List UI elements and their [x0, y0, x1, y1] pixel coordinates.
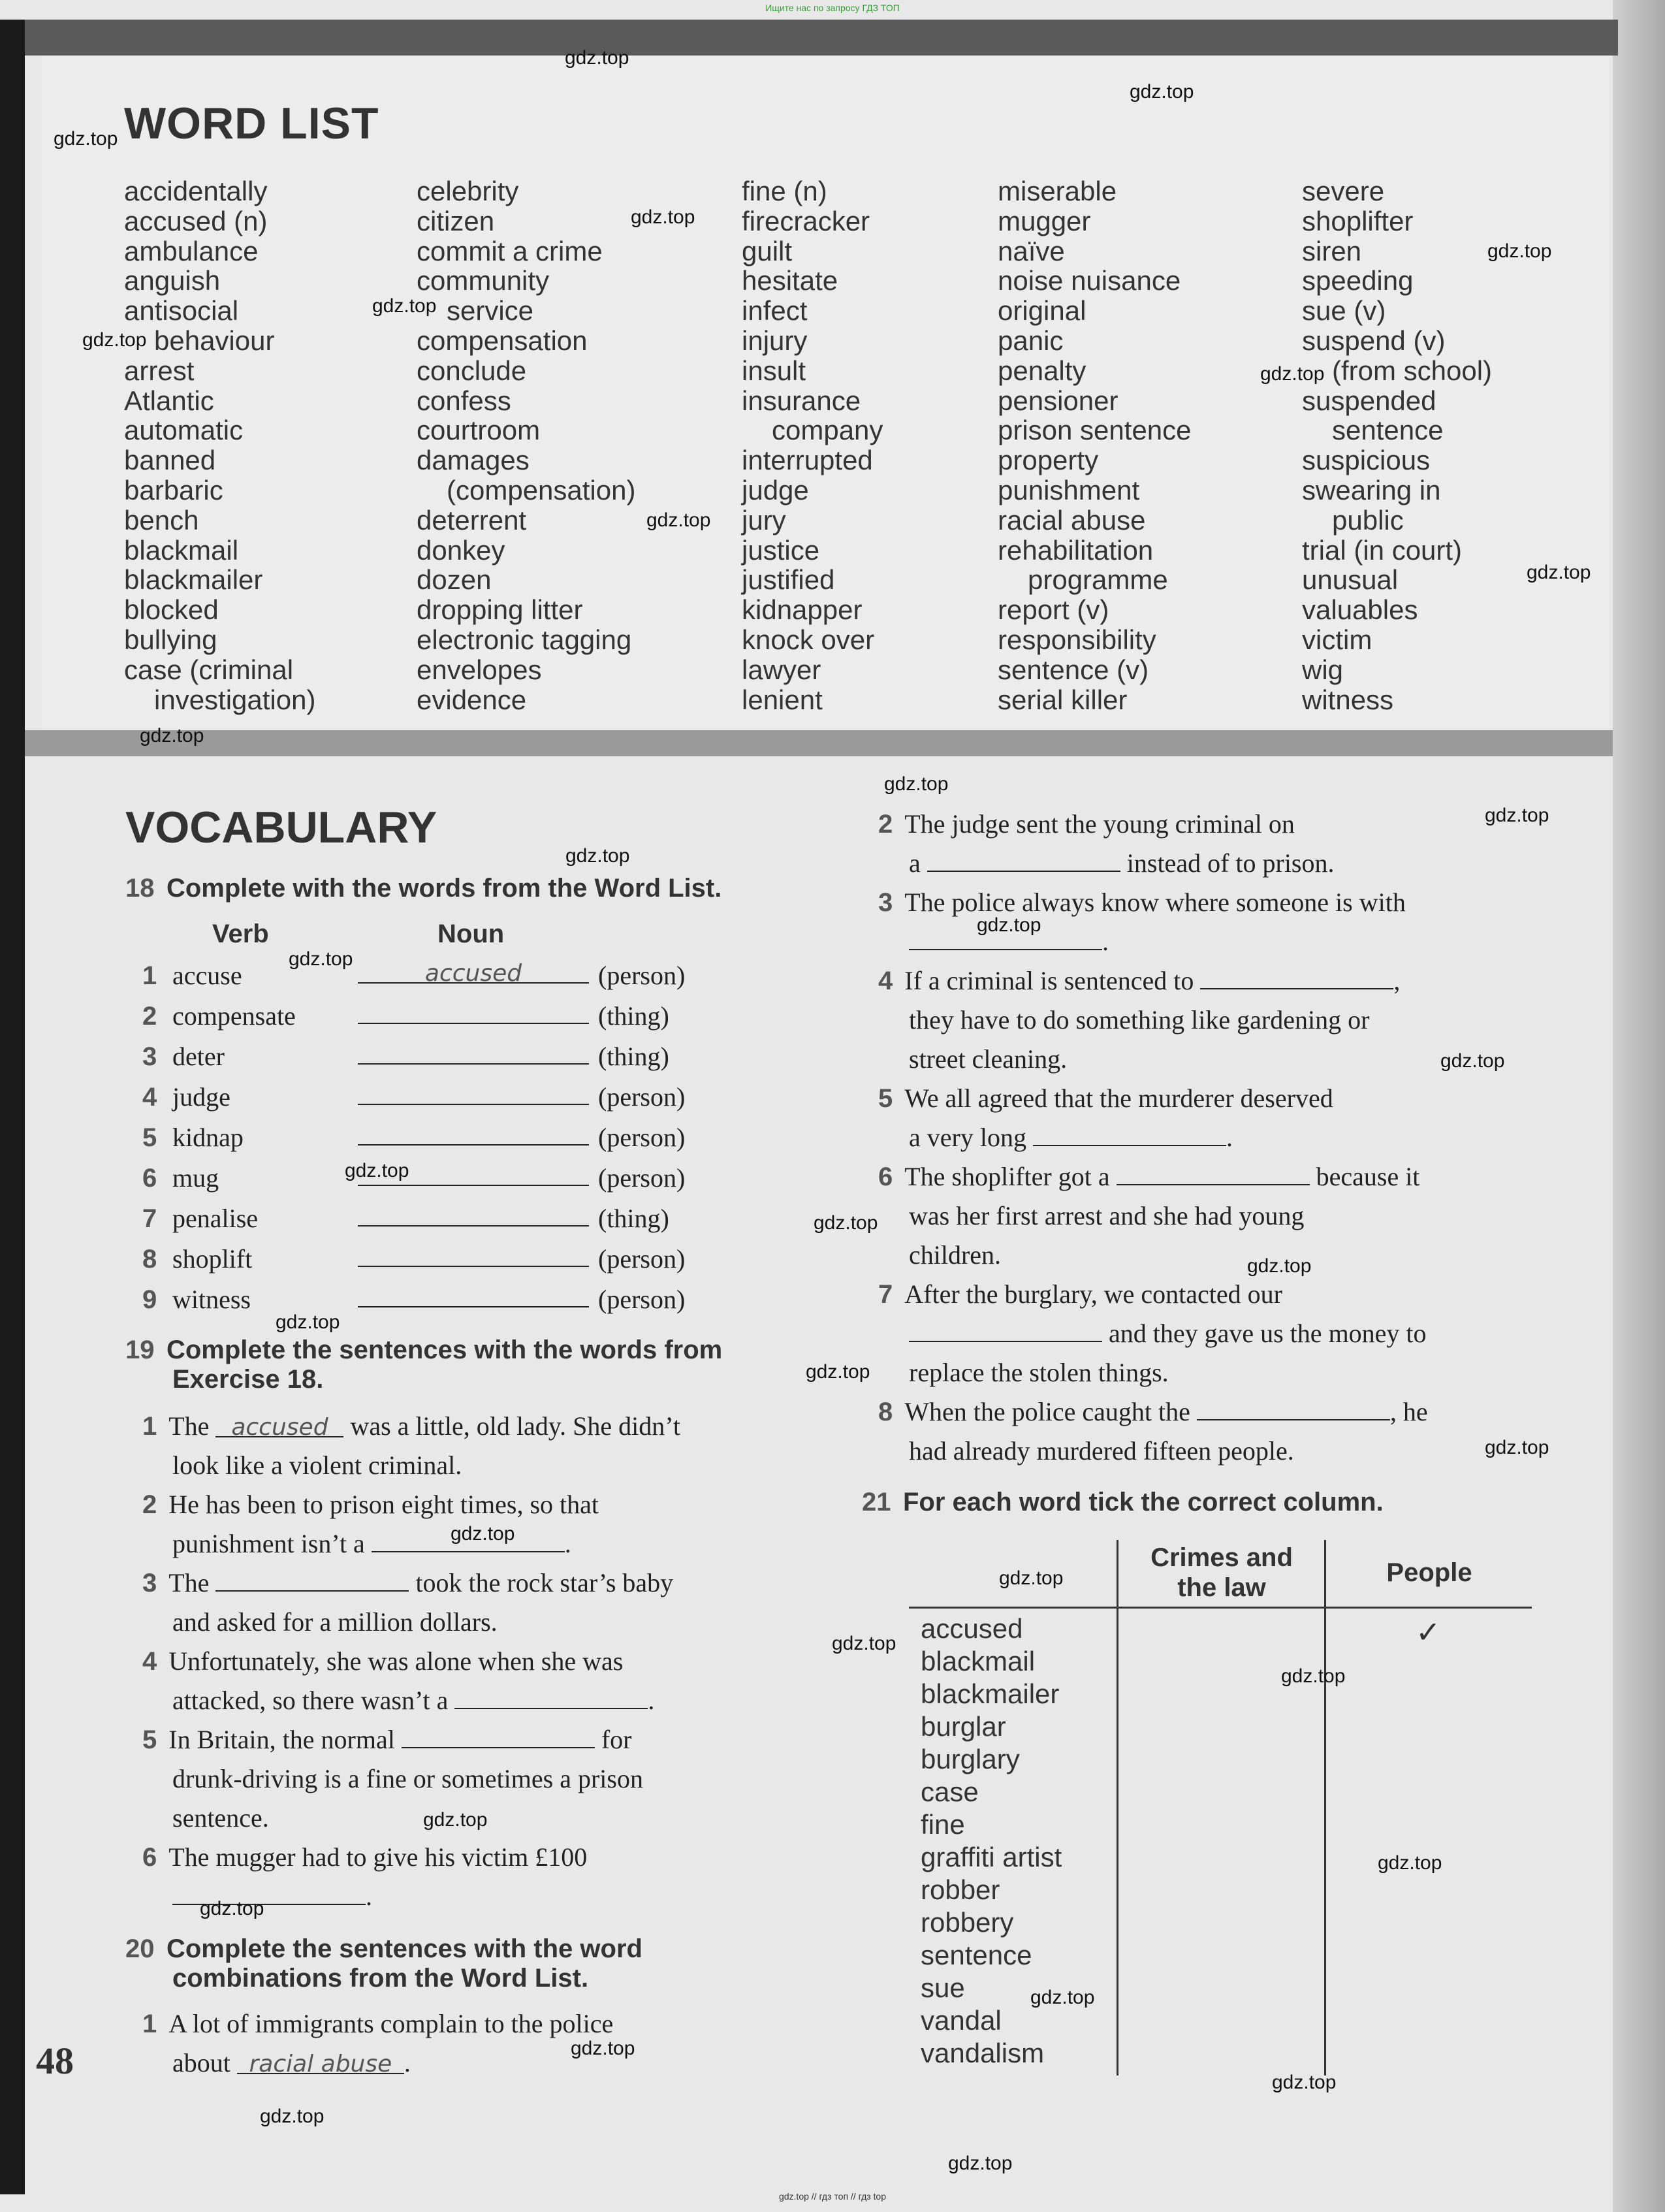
word-list-column-3: [742, 176, 883, 714]
exercise-instruction: Complete with the words from the Word List.: [166, 874, 722, 903]
watermark: gdz.top: [948, 2153, 1013, 2174]
word-list-item: panic: [998, 325, 1064, 356]
word-list-item: suspend (v): [1302, 325, 1446, 356]
word-list-item: behaviour: [154, 325, 275, 356]
type-cell: (person): [598, 961, 686, 990]
word-list-item: report (v): [998, 594, 1109, 626]
watermark: gdz.top: [82, 329, 147, 351]
sentence-item: 2 He has been to prison eight times, so that: [142, 1490, 599, 1519]
word-list-item: infect: [742, 295, 808, 327]
word-list-item: (compensation): [447, 474, 636, 505]
type-cell: (person): [598, 1244, 686, 1274]
exercise-number: 20: [125, 1934, 155, 1963]
word-list-item: firecracker: [742, 205, 870, 236]
word-list-title: WORD LIST: [124, 99, 379, 148]
word-list-item: speeding: [1302, 265, 1414, 297]
table-column-rule: [1117, 1540, 1118, 2076]
list-item: vandalism: [921, 2038, 1045, 2068]
watermark: gdz.top: [1130, 81, 1194, 103]
word-list-item: swearing in: [1302, 474, 1441, 505]
section-divider: [25, 730, 1613, 756]
word-list-item: property: [998, 445, 1099, 476]
word-list-item: unusual: [1302, 564, 1399, 596]
word-list-item: suspended: [1302, 385, 1436, 416]
list-item: sue: [921, 1972, 965, 2003]
word-list-item: trial (in court): [1302, 534, 1463, 566]
word-list-item: justified: [742, 564, 835, 596]
column-header-crimes: Crimes and the law: [1150, 1543, 1293, 1602]
word-list-item: sentence: [1332, 415, 1444, 446]
word-list-item: witness: [1302, 684, 1394, 715]
top-note: Ищите нас по запросу ГДЗ ТОП: [765, 3, 900, 13]
word-list-item: accidentally: [124, 176, 268, 206]
word-list-item: severe: [1302, 176, 1385, 206]
answer-blank[interactable]: [215, 1568, 409, 1592]
word-list-item: citizen: [417, 205, 495, 236]
word-list-item: blackmail: [124, 534, 239, 566]
table-row: 7 penalise (thing): [142, 1204, 669, 1233]
word-list-item: kidnapper: [742, 594, 863, 626]
column-header-verb: Verb: [212, 920, 269, 948]
exercise-instruction: Complete the sentences with the words from: [166, 1336, 723, 1364]
word-list-item: compensation: [417, 325, 588, 356]
watermark: gdz.top: [1281, 1665, 1346, 1687]
verb-cell: penalise: [172, 1204, 259, 1233]
exercise-instruction: Complete the sentences with the word: [166, 1934, 642, 1963]
word-list-item: wig: [1302, 654, 1344, 685]
watermark: gdz.top: [832, 1633, 896, 1654]
word-list-item: arrest: [124, 355, 195, 386]
word-list-item: damages: [417, 445, 530, 476]
column-header-noun: Noun: [437, 920, 505, 948]
type-cell: (thing): [598, 1204, 669, 1233]
sentence-line: they have to do something like gardening or: [909, 1005, 1370, 1034]
word-list-item: dozen: [417, 564, 492, 596]
table-row: 5 kidnap (person): [142, 1123, 686, 1152]
word-list-column-5: [1302, 176, 1492, 714]
sentence-item: 5 In Britain, the normal for: [142, 1725, 632, 1754]
watermark: gdz.top: [571, 2038, 635, 2059]
watermark: gdz.top: [1030, 1987, 1095, 2008]
sentence-line: drunk-driving is a fine or sometimes a prison: [172, 1764, 643, 1793]
word-list-item: bench: [124, 504, 199, 536]
watermark: gdz.top: [565, 845, 630, 867]
watermark: gdz.top: [1247, 1255, 1312, 1277]
answer-blank[interactable]: racial abuse: [237, 2051, 404, 2074]
sentence-line: and asked for a million dollars.: [172, 1607, 498, 1637]
type-cell: (person): [598, 1285, 686, 1314]
type-cell: (person): [598, 1082, 686, 1112]
list-item: accused: [921, 1613, 1023, 1644]
word-list-item: pensioner: [998, 385, 1118, 416]
type-cell: (person): [598, 1163, 686, 1193]
answer-blank[interactable]: [358, 1041, 589, 1065]
verb-cell: witness: [172, 1285, 251, 1314]
bottom-note: gdz.top // гдз топ // гдз top: [778, 2191, 887, 2202]
word-list-item: courtroom: [417, 415, 541, 446]
word-list-item: banned: [124, 445, 216, 476]
verb-cell: accuse: [172, 961, 242, 990]
watermark: gdz.top: [814, 1212, 878, 1234]
word-list-item: Atlantic: [124, 385, 214, 416]
answer-blank[interactable]: [358, 1082, 589, 1105]
sentence-item: 7 After the burglary, we contacted our: [878, 1279, 1282, 1309]
word-list-item: punishment: [998, 474, 1140, 505]
watermark: gdz.top: [289, 948, 353, 970]
exercise-number: 18: [125, 874, 155, 903]
exercise-18-heading: [125, 874, 722, 903]
verb-cell: shoplift: [172, 1244, 253, 1274]
exercise-instruction: combinations from the Word List.: [172, 1964, 589, 1993]
watermark: gdz.top: [260, 2106, 325, 2127]
list-item: robber: [921, 1874, 1000, 1905]
word-list-item: accused (n): [124, 205, 268, 236]
verb-cell: mug: [172, 1163, 219, 1193]
watermark: gdz.top: [276, 1311, 340, 1333]
watermark: gdz.top: [54, 128, 118, 150]
word-list-item: original: [998, 295, 1086, 327]
word-list-item: case (criminal: [124, 654, 294, 685]
word-list-item: company: [772, 415, 883, 446]
word-list-item: interrupted: [742, 445, 873, 476]
sentence-item: 1 The accused was a little, old lady. She didn’t: [142, 1411, 680, 1441]
verb-cell: deter: [172, 1042, 225, 1071]
answer-blank[interactable]: [358, 1203, 589, 1226]
word-list-item: siren: [1302, 235, 1362, 266]
word-list-item: insult: [742, 355, 806, 386]
word-list-column-1: [124, 176, 315, 714]
word-list-item: blackmailer: [124, 564, 263, 596]
table-row: 3 deter (thing): [142, 1042, 669, 1071]
word-list-item: mugger: [998, 205, 1091, 236]
watermark: gdz.top: [345, 1160, 409, 1181]
vocabulary-title: VOCABULARY: [125, 803, 437, 852]
sentence-line: street cleaning.: [909, 1044, 1068, 1074]
word-list-item: programme: [1028, 564, 1168, 596]
word-list-item: victim: [1302, 624, 1372, 655]
word-list-item: jury: [742, 504, 786, 536]
watermark: gdz.top: [1260, 363, 1325, 385]
page-edge-left: [0, 20, 25, 2194]
watermark: gdz.top: [1485, 1437, 1549, 1458]
answer-blank[interactable]: [402, 1725, 595, 1748]
exercise-21-heading: [862, 1488, 1384, 1517]
top-band: [25, 20, 1618, 56]
word-list-item: evidence: [417, 684, 527, 715]
word-list-item: sentence (v): [998, 654, 1149, 685]
watermark: gdz.top: [1485, 805, 1549, 826]
sentence-line: replace the stolen things.: [909, 1358, 1169, 1387]
sentence-line: children.: [909, 1240, 1002, 1270]
tick-mark: ✓: [1416, 1615, 1441, 1649]
answer-blank[interactable]: [1117, 1162, 1310, 1185]
word-list-item: lenient: [742, 684, 823, 715]
word-list-item: penalty: [998, 355, 1086, 386]
sentence-line: was her first arrest and she had young: [909, 1201, 1305, 1230]
word-list-item: responsibility: [998, 624, 1156, 655]
list-item: sentence: [921, 1940, 1032, 1970]
list-item: vandal: [921, 2005, 1002, 2036]
word-list-item: blocked: [124, 594, 219, 626]
word-list-item: public: [1332, 504, 1404, 536]
exercise-instruction: Exercise 18.: [172, 1365, 324, 1394]
exercise-instruction: For each word tick the correct column.: [902, 1488, 1384, 1516]
table-row: 6 mug (person): [142, 1163, 686, 1193]
sentence-item: 1 A lot of immigrants complain to the police: [142, 2009, 614, 2038]
exercise-number: 21: [862, 1488, 891, 1516]
list-item: blackmailer: [921, 1678, 1060, 1709]
list-item: robbery: [921, 1907, 1014, 1938]
word-list-item: noise nuisance: [998, 265, 1181, 297]
answer-blank[interactable]: [358, 1284, 589, 1307]
answer-blank[interactable]: [1033, 1123, 1226, 1146]
word-list-item: naïve: [998, 235, 1065, 266]
sentence-line: .: [909, 926, 1109, 957]
table-row: 9 witness (person): [142, 1285, 686, 1314]
watermark: gdz.top: [631, 206, 695, 228]
column-header-people: People: [1386, 1558, 1472, 1587]
exercise-20-heading: [125, 1934, 642, 1964]
word-list-item: automatic: [124, 415, 244, 446]
watermark: gdz.top: [140, 725, 204, 746]
table-row: 8 shoplift (person): [142, 1244, 686, 1274]
table-row: 2 compensate (thing): [142, 1001, 669, 1031]
word-list-item: insurance: [742, 385, 861, 416]
watermark: gdz.top: [1272, 2072, 1337, 2093]
answer-blank[interactable]: [358, 1122, 589, 1146]
sentence-item: 3 The police always know where someone is with: [878, 888, 1406, 917]
sentence-item: 8 When the police caught the , he: [878, 1397, 1428, 1426]
watermark: gdz.top: [200, 1898, 264, 1919]
word-list-item: valuables: [1302, 594, 1418, 626]
exercise-19-heading: [125, 1336, 722, 1365]
word-list-item: rehabilitation: [998, 534, 1154, 566]
word-list-item: donkey: [417, 534, 505, 566]
word-list-item: antisocial: [124, 295, 239, 327]
type-cell: (thing): [598, 1001, 669, 1031]
word-list-item: prison sentence: [998, 415, 1192, 446]
word-list-item: knock over: [742, 624, 875, 655]
watermark: gdz.top: [1378, 1852, 1442, 1874]
word-list-item: serial killer: [998, 684, 1128, 715]
list-item: fine: [921, 1809, 965, 1840]
answer-blank[interactable]: [1200, 966, 1393, 989]
verb-cell: kidnap: [172, 1123, 244, 1152]
word-list-item: bullying: [124, 624, 217, 655]
watermark: gdz.top: [1527, 562, 1591, 583]
word-list-item: envelopes: [417, 654, 542, 685]
sentence-item: 6 The shoplifter got a because it: [878, 1162, 1420, 1191]
watermark: gdz.top: [806, 1361, 870, 1383]
word-list-item: sue (v): [1302, 295, 1386, 327]
watermark: gdz.top: [423, 1809, 488, 1831]
sentence-item: 5 We all agreed that the murderer deserved: [878, 1083, 1333, 1113]
list-item: burglary: [921, 1744, 1020, 1774]
answer-blank[interactable]: [1197, 1397, 1390, 1420]
table-row: 1 accuse accused (person): [142, 960, 686, 990]
word-list-item: judge: [742, 474, 809, 505]
word-list-item: fine (n): [742, 176, 827, 206]
sentence-line: a instead of to prison.: [909, 848, 1335, 878]
word-list-item: barbaric: [124, 474, 223, 505]
sentence-line: had already murdered fifteen people.: [909, 1436, 1294, 1466]
watermark: gdz.top: [884, 773, 949, 795]
sentence-line: attacked, so there wasn’t a .: [172, 1686, 655, 1715]
table-column-rule: [1324, 1540, 1326, 2076]
word-list-item: electronic tagging: [417, 624, 632, 655]
word-list-item: suspicious: [1302, 445, 1431, 476]
sentence-line: a very long .: [909, 1123, 1233, 1152]
word-list-item: shoplifter: [1302, 205, 1414, 236]
sentence-item: 2 The judge sent the young criminal on: [878, 809, 1295, 839]
word-list-item: community: [417, 265, 550, 297]
answer-blank[interactable]: [358, 1243, 589, 1267]
sentence-item: 6 The mugger had to give his victim £100: [142, 1842, 588, 1872]
sentence-line: look like a violent criminal.: [172, 1451, 462, 1480]
answer-blank[interactable]: [909, 1319, 1102, 1342]
sentence-item: 4 If a criminal is sentenced to ,: [878, 966, 1401, 995]
page-edge-right: [1613, 0, 1665, 2212]
answer-blank[interactable]: [454, 1686, 648, 1709]
sentence-line: sentence.: [172, 1803, 269, 1833]
watermark: gdz.top: [1487, 240, 1552, 262]
word-list-item: investigation): [154, 684, 316, 715]
word-list-item: injury: [742, 325, 808, 356]
word-list-item: deterrent: [417, 504, 527, 536]
word-list-item: dropping litter: [417, 594, 583, 626]
watermark: gdz.top: [999, 1567, 1064, 1589]
word-list-item: conclude: [417, 355, 527, 386]
sentence-line: .: [172, 1881, 372, 1912]
word-list-item: confess: [417, 385, 511, 416]
list-item: burglar: [921, 1711, 1006, 1742]
table-row: 4 judge (person): [142, 1082, 686, 1112]
word-list-item: miserable: [998, 176, 1117, 206]
watermark: gdz.top: [646, 509, 711, 531]
word-list-item: service: [447, 295, 534, 327]
answer-blank[interactable]: [358, 1001, 589, 1024]
watermark: gdz.top: [977, 914, 1041, 936]
verb-cell: compensate: [172, 1001, 296, 1031]
word-list-item: guilt: [742, 235, 793, 266]
table-header-rule: [909, 1607, 1532, 1609]
sentence-item: 4 Unfortunately, she was alone when she was: [142, 1646, 624, 1676]
watermark: gdz.top: [565, 47, 629, 69]
word-list-item: celebrity: [417, 176, 519, 206]
answer-blank[interactable]: [927, 848, 1120, 872]
watermark: gdz.top: [372, 295, 437, 317]
word-list-item: commit a crime: [417, 235, 603, 266]
watermark: gdz.top: [1440, 1050, 1505, 1072]
list-item: graffiti artist: [921, 1842, 1062, 1872]
watermark: gdz.top: [451, 1523, 515, 1545]
sentence-line: and they gave us the money to: [909, 1318, 1427, 1349]
exercise-number: 19: [125, 1336, 155, 1364]
verb-cell: judge: [172, 1082, 230, 1112]
type-cell: (thing): [598, 1042, 669, 1071]
word-list-item: (from school): [1332, 355, 1493, 386]
sentence-item: 3 The took the rock star’s baby: [142, 1568, 674, 1597]
word-list-item: ambulance: [124, 235, 259, 266]
sentence-line: about racial abuse .: [172, 2048, 411, 2077]
sentence-line: punishment isn’t a .: [172, 1529, 571, 1558]
word-list-item: hesitate: [742, 265, 838, 297]
word-list-column-2: [417, 176, 635, 714]
word-list-item: racial abuse: [998, 504, 1146, 536]
page-number: 48: [36, 2040, 74, 2082]
word-list-item: justice: [742, 534, 820, 566]
word-list-column-4: [998, 176, 1192, 714]
answer-blank[interactable]: accused: [215, 1414, 343, 1437]
type-cell: (person): [598, 1123, 686, 1152]
list-item: case: [921, 1776, 979, 1807]
word-list-item: lawyer: [742, 654, 821, 685]
word-list-item: anguish: [124, 265, 221, 297]
answer-blank[interactable]: accused: [358, 960, 589, 984]
list-item: blackmail: [921, 1646, 1036, 1676]
